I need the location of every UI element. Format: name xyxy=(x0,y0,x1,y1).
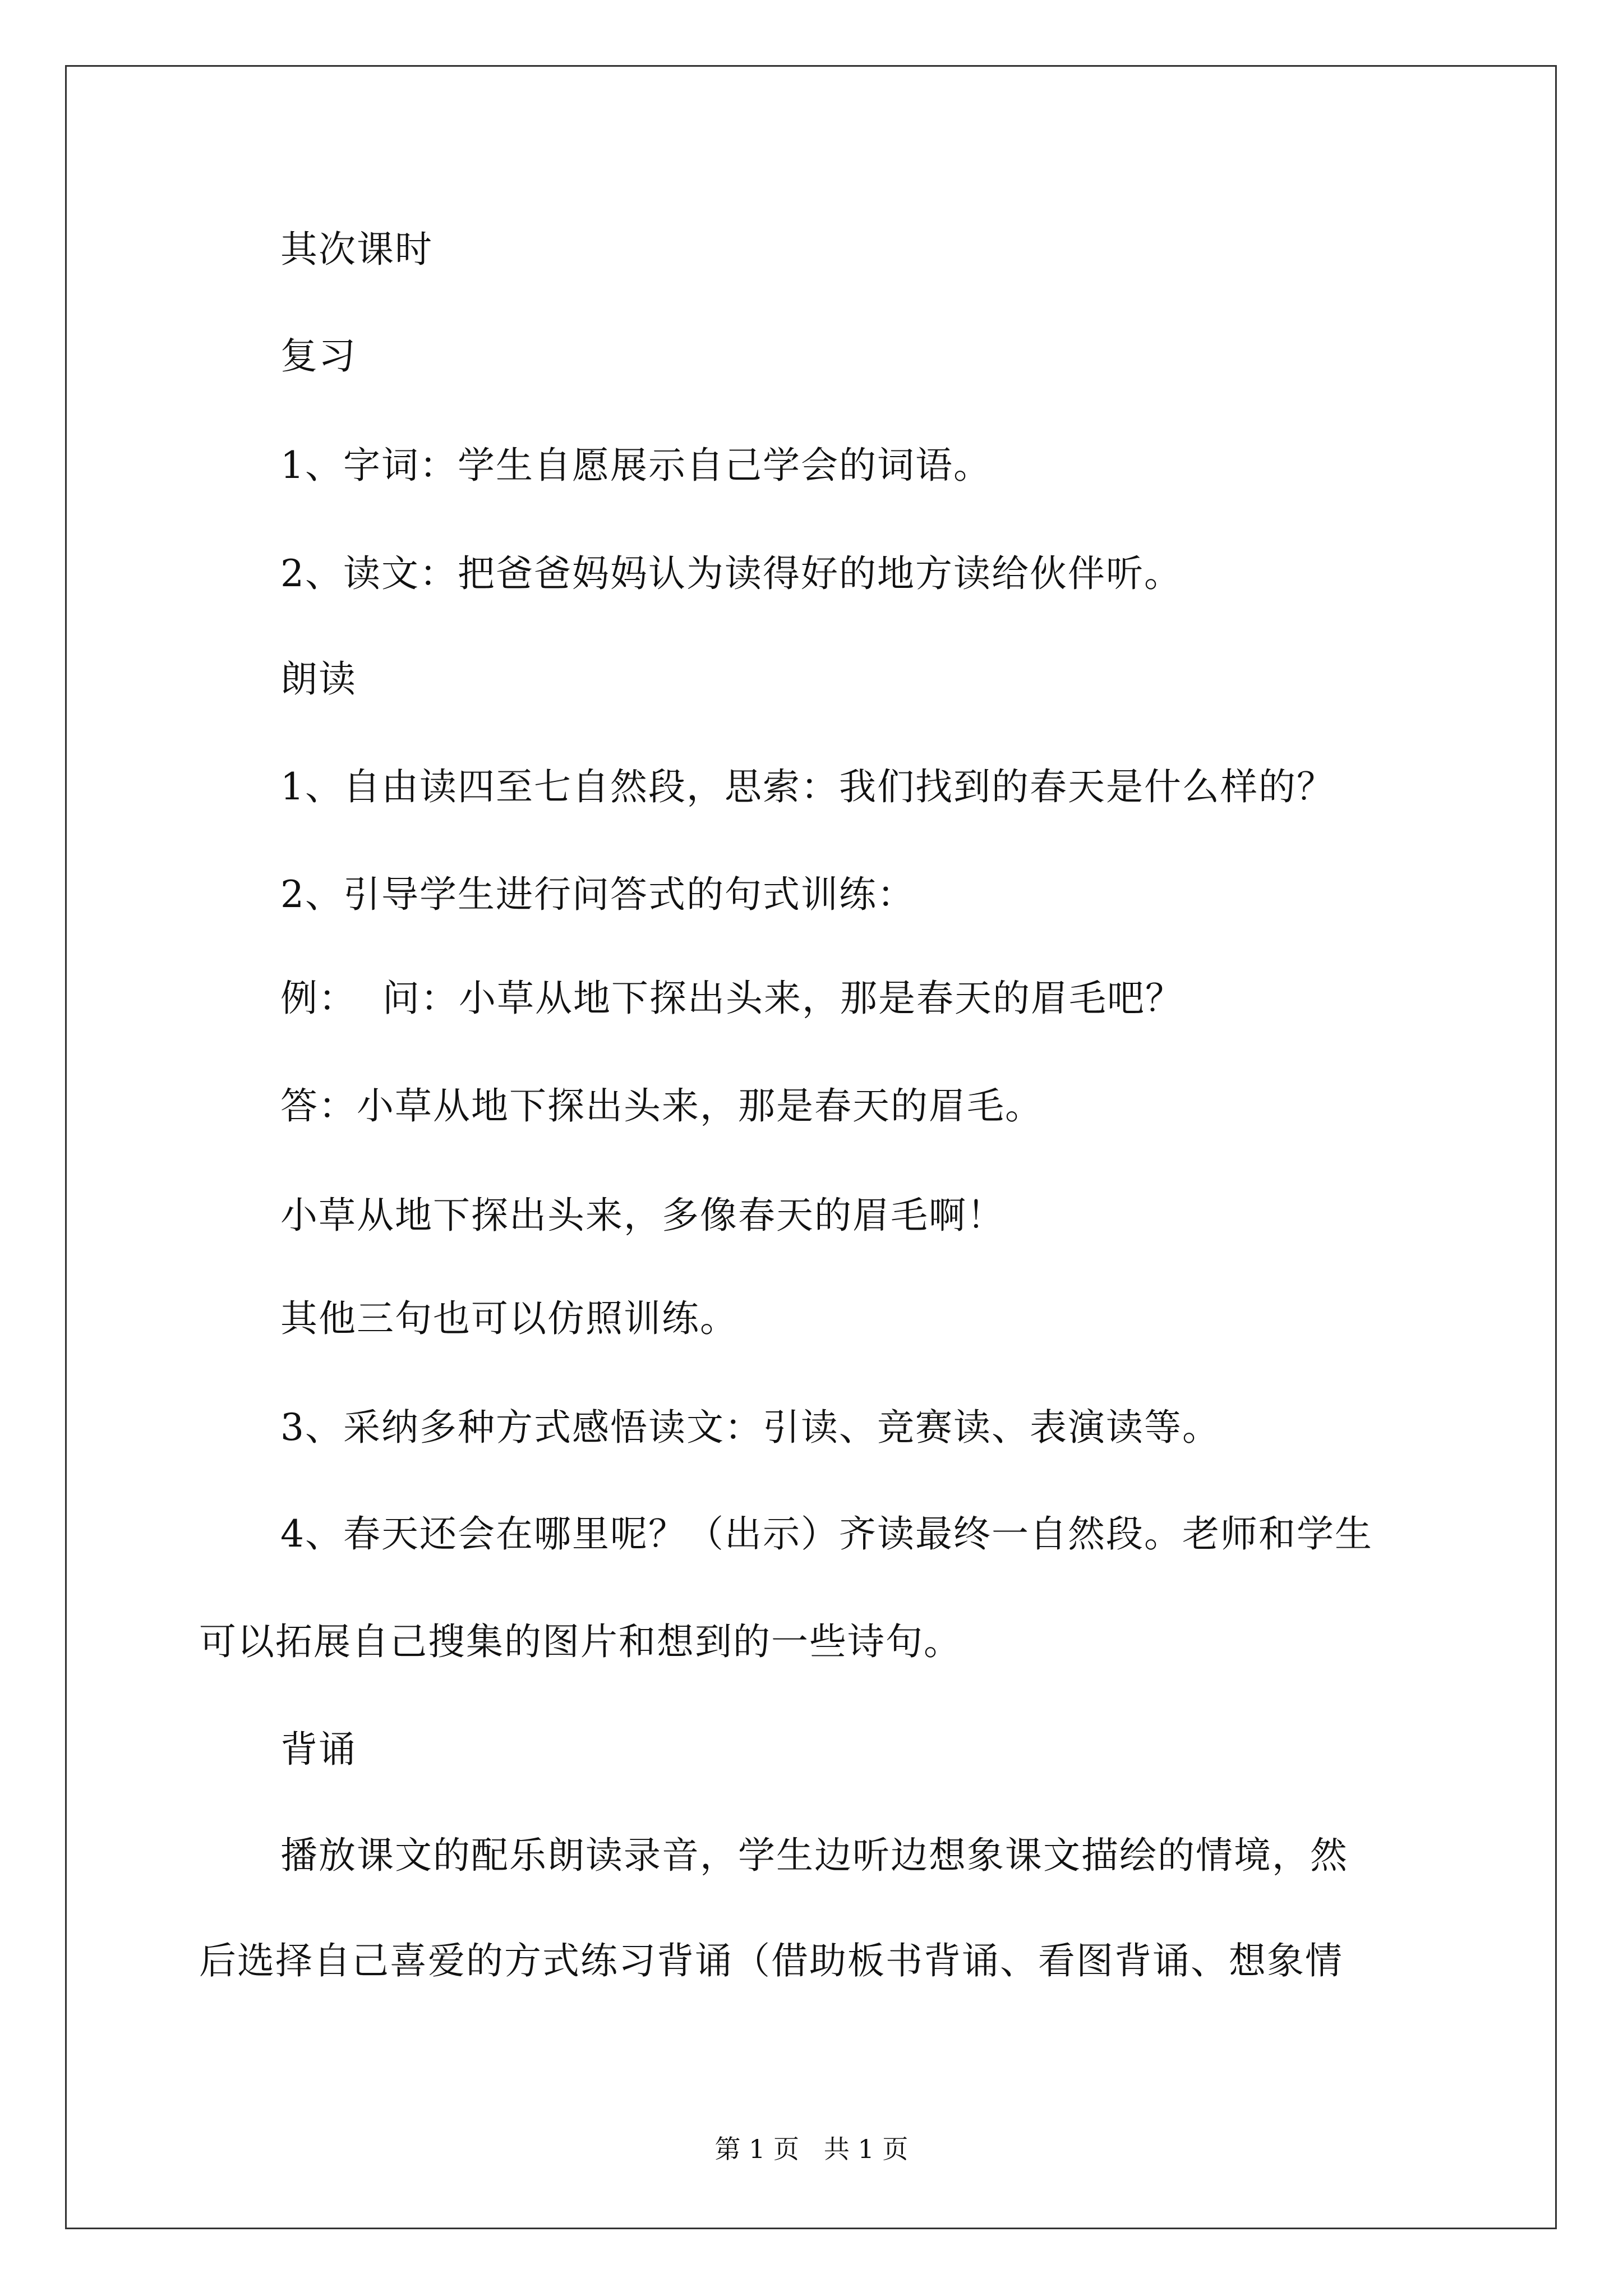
paragraph-line: 其他三句也可以仿照训练。 xyxy=(280,1297,738,1340)
paragraph-line: 3、采纳多种方式感悟读文：引读、竞赛读、表演读等。 xyxy=(280,1406,1220,1449)
paragraph-line: 后选择自己喜爱的方式练习背诵（借助板书背诵、看图背诵、想象情 xyxy=(199,1939,1343,1982)
paragraph-line: 4、春天还会在哪里呢？（出示）齐读最终一自然段。老师和学生 xyxy=(280,1512,1373,1556)
heading-recitation: 背诵 xyxy=(280,1728,357,1771)
heading-review: 复习 xyxy=(280,334,357,378)
paragraph-line: 播放课文的配乐朗读录音，学生边听边想象课文描绘的情境，然 xyxy=(280,1834,1348,1877)
page-border xyxy=(65,65,1557,2229)
paragraph-line: 答：小草从地下探出头来，那是春天的眉毛。 xyxy=(280,1084,1043,1128)
page-number-footer: 第 1 页 共 1 页 xyxy=(714,2134,909,2164)
paragraph-line: 2、读文：把爸爸妈妈认为读得好的地方读给伙伴听。 xyxy=(280,552,1182,595)
paragraph-line: 1、字词：学生自愿展示自己学会的词语。 xyxy=(280,444,992,487)
heading-reading-aloud: 朗读 xyxy=(280,657,357,701)
paragraph-line: 小草从地下探出头来，多像春天的眉毛啊！ xyxy=(280,1194,1005,1237)
paragraph-line: 2、引导学生进行问答式的句式训练： xyxy=(280,873,915,916)
heading-second-lesson: 其次课时 xyxy=(280,228,433,271)
paragraph-line: 例： 问：小草从地下探出头来，那是春天的眉毛吧？ xyxy=(280,977,1183,1020)
paragraph-line: 可以拓展自己搜集的图片和想到的一些诗句。 xyxy=(199,1620,962,1663)
paragraph-line: 1、自由读四至七自然段，思索：我们找到的春天是什么样的？ xyxy=(280,765,1335,808)
